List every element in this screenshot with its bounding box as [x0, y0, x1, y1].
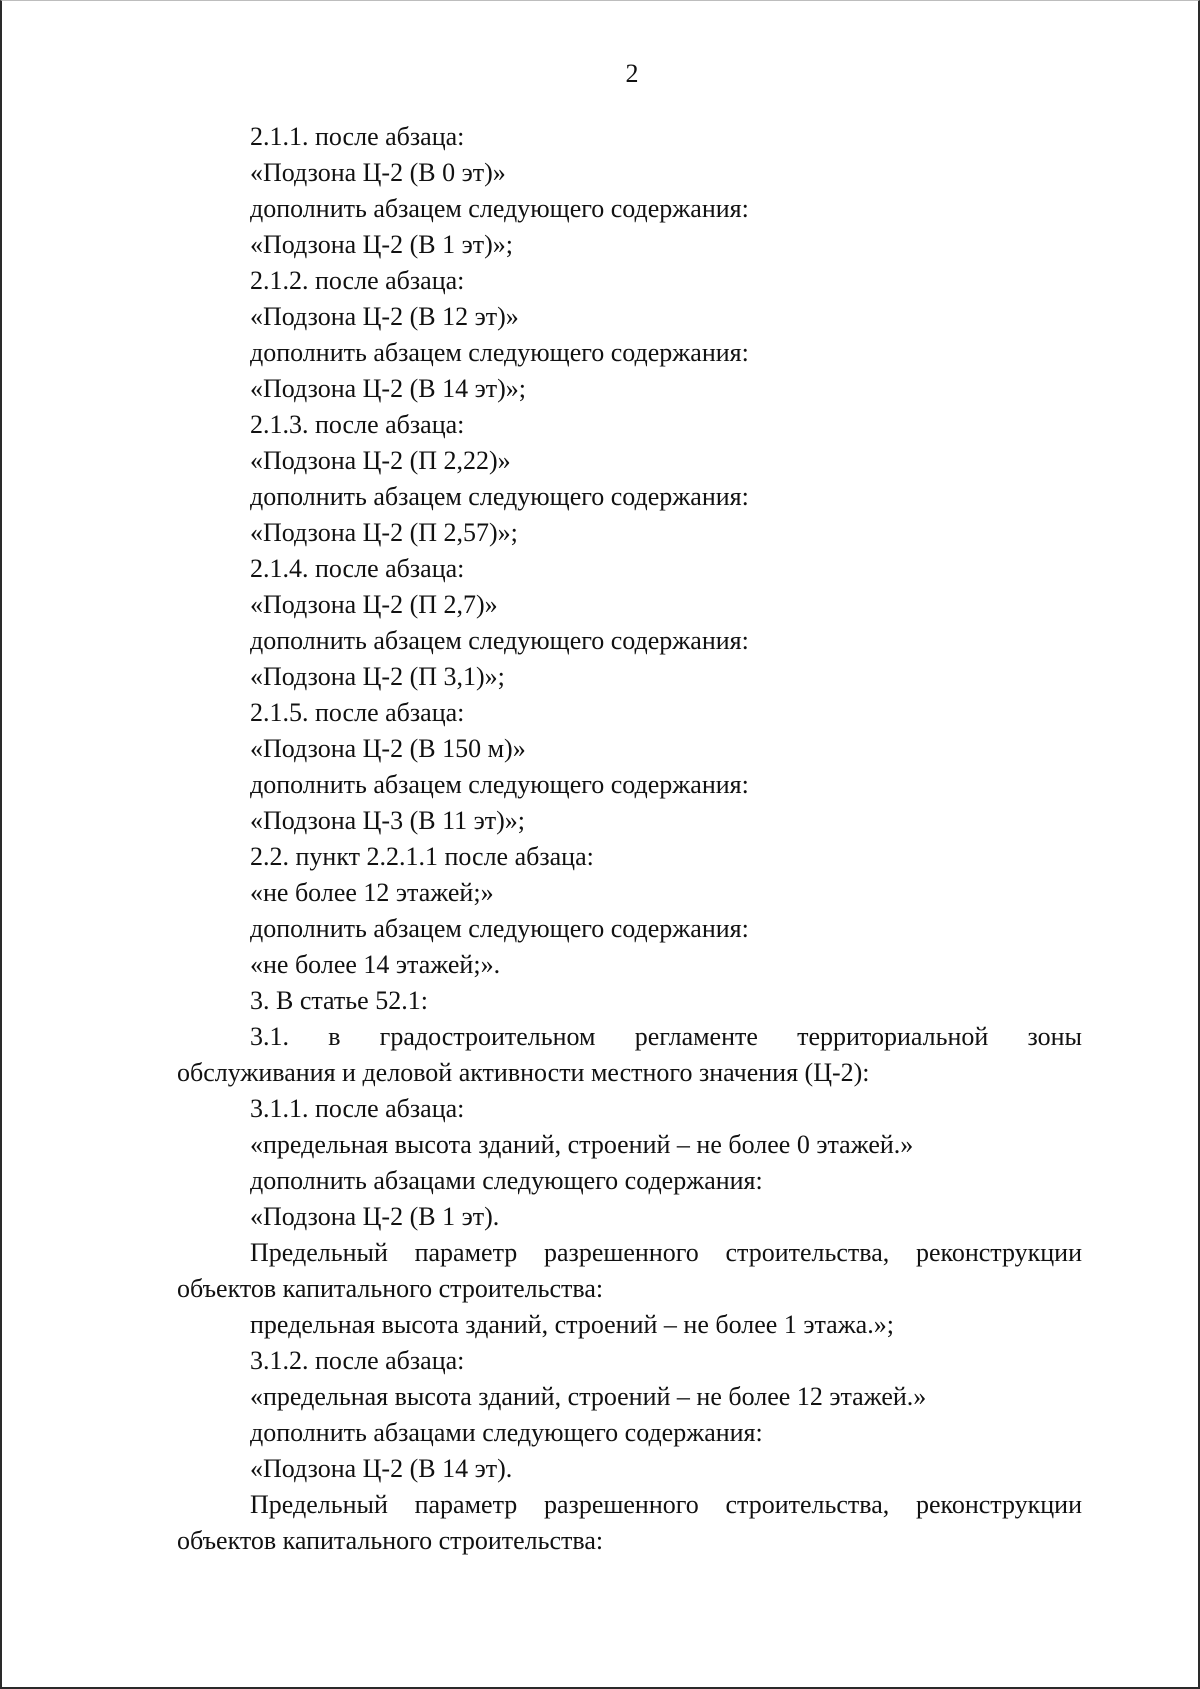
paragraph: 2.1.3. после абзаца:	[250, 410, 465, 439]
paragraph: «предельная высота зданий, строений – не более 0 этажей.»	[250, 1130, 914, 1159]
paragraph: «Подзона Ц-2 (П 3,1)»;	[250, 662, 505, 691]
paragraph: дополнить абзацами следующего содержания:	[250, 1418, 763, 1447]
paragraph: дополнить абзацем следующего содержания:	[250, 770, 749, 799]
paragraph: Предельный параметр разрешенного строительства, реконструкции объектов капитального строительства:	[177, 1238, 1082, 1303]
paragraph: «Подзона Ц-2 (В 1 эт)»;	[250, 230, 513, 259]
paragraph: «Подзона Ц-2 (В 1 эт).	[250, 1202, 500, 1231]
page-number: 2	[625, 59, 639, 88]
paragraph: «Подзона Ц-2 (П 2,7)»	[250, 590, 498, 619]
paragraph: дополнить абзацами следующего содержания:	[250, 1166, 763, 1195]
paragraph: 2.1.5. после абзаца:	[250, 698, 465, 727]
paragraph: Предельный параметр разрешенного строительства, реконструкции объектов капитального строительства:	[177, 1490, 1082, 1555]
paragraph: дополнить абзацем следующего содержания:	[250, 482, 749, 511]
paragraph: 3. В статье 52.1:	[250, 986, 428, 1015]
paragraph: «Подзона Ц-3 (В 11 эт)»;	[250, 806, 526, 835]
paragraph: 3.1. в градостроительном регламенте территориальной зоны обслуживания и деловой активности местного значения (Ц-2):	[177, 1022, 1082, 1087]
paragraph: «не более 12 этажей;»	[250, 878, 494, 907]
paragraph: дополнить абзацем следующего содержания:	[250, 194, 749, 223]
paragraph: «Подзона Ц-2 (В 0 эт)»	[250, 158, 506, 187]
paragraph: «Подзона Ц-2 (В 14 эт)»;	[250, 374, 526, 403]
paragraph: 2.2. пункт 2.2.1.1 после абзаца:	[250, 842, 594, 871]
paragraph: дополнить абзацем следующего содержания:	[250, 626, 749, 655]
paragraph: «Подзона Ц-2 (В 150 м)»	[250, 734, 526, 763]
document-body	[177, 119, 1082, 1559]
paragraph: 2.1.1. после абзаца:	[250, 122, 465, 151]
paragraph: «Подзона Ц-2 (В 12 эт)»	[250, 302, 519, 331]
paragraph: «Подзона Ц-2 (В 14 эт).	[250, 1454, 513, 1483]
paragraph: дополнить абзацем следующего содержания:	[250, 338, 749, 367]
paragraph: дополнить абзацем следующего содержания:	[250, 914, 749, 943]
paragraph: «не более 14 этажей;».	[250, 950, 501, 979]
paragraph: 3.1.1. после абзаца:	[250, 1094, 465, 1123]
paragraph: 2.1.2. после абзаца:	[250, 266, 465, 295]
paragraph: «Подзона Ц-2 (П 2,57)»;	[250, 518, 518, 547]
paragraph: «предельная высота зданий, строений – не более 12 этажей.»	[250, 1382, 927, 1411]
paragraph: 2.1.4. после абзаца:	[250, 554, 465, 583]
paragraph: предельная высота зданий, строений – не более 1 этажа.»;	[250, 1310, 894, 1339]
paragraph: «Подзона Ц-2 (П 2,22)»	[250, 446, 511, 475]
paragraph: 3.1.2. после абзаца:	[250, 1346, 465, 1375]
